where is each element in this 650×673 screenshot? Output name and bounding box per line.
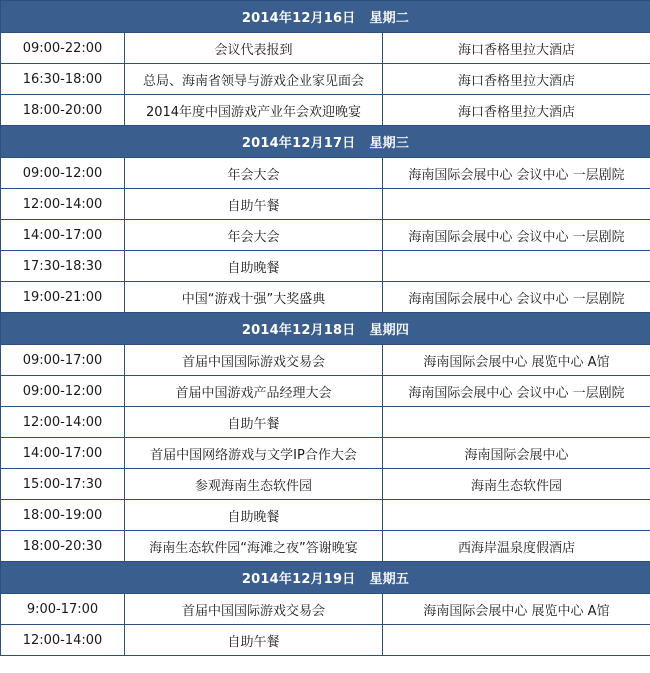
table-row	[1, 189, 650, 220]
venue-cell	[383, 189, 650, 220]
time-cell: 9:00-17:00	[1, 594, 125, 625]
day-weekday: 星期二	[369, 11, 410, 26]
day-header	[1, 126, 650, 158]
venue-cell: 海南国际会展中心 会议中心 一层剧院	[383, 376, 650, 407]
day-weekday: 星期五	[369, 572, 410, 587]
venue-cell: 海口香格里拉大酒店	[383, 64, 650, 95]
venue-cell: 海南国际会展中心 会议中心 一层剧院	[383, 282, 650, 313]
event-cell: 首届中国网络游戏与文学IP合作大会	[125, 438, 383, 469]
venue-cell	[383, 251, 650, 282]
table-row	[1, 594, 650, 625]
day-date: 2014年12月18日	[241, 323, 356, 338]
day-date: 2014年12月17日	[241, 136, 356, 151]
venue-cell	[383, 625, 650, 656]
day-header	[1, 313, 650, 345]
day-date: 2014年12月19日	[241, 572, 356, 587]
day-header	[1, 562, 650, 594]
event-cell: 自助晚餐	[125, 251, 383, 282]
table-row	[1, 158, 650, 189]
time-cell: 14:00-17:00	[1, 220, 125, 251]
venue-cell: 海口香格里拉大酒店	[383, 95, 650, 126]
time-cell: 12:00-14:00	[1, 625, 125, 656]
time-cell: 09:00-22:00	[1, 33, 125, 64]
table-row	[1, 500, 650, 531]
event-cell: 参观海南生态软件园	[125, 469, 383, 500]
event-cell: 海南生态软件园“海滩之夜”答谢晚宴	[125, 531, 383, 562]
venue-cell: 海口香格里拉大酒店	[383, 33, 650, 64]
day-header-row	[1, 562, 650, 594]
event-cell: 会议代表报到	[125, 33, 383, 64]
event-cell: 自助午餐	[125, 625, 383, 656]
time-cell: 18:00-20:30	[1, 531, 125, 562]
table-row	[1, 625, 650, 656]
table-row	[1, 345, 650, 376]
venue-cell: 海南国际会展中心	[383, 438, 650, 469]
table-row	[1, 438, 650, 469]
table-row	[1, 469, 650, 500]
event-cell: 首届中国游戏产品经理大会	[125, 376, 383, 407]
time-cell: 18:00-19:00	[1, 500, 125, 531]
venue-cell: 海南生态软件园	[383, 469, 650, 500]
day-header-row	[1, 1, 650, 33]
time-cell: 12:00-14:00	[1, 189, 125, 220]
venue-cell: 海南国际会展中心 会议中心 一层剧院	[383, 158, 650, 189]
table-row	[1, 376, 650, 407]
venue-cell: 西海岸温泉度假酒店	[383, 531, 650, 562]
table-row	[1, 95, 650, 126]
event-cell: 自助午餐	[125, 407, 383, 438]
event-cell: 自助晚餐	[125, 500, 383, 531]
day-header-row	[1, 313, 650, 345]
event-cell: 自助午餐	[125, 189, 383, 220]
venue-cell	[383, 407, 650, 438]
venue-cell: 海南国际会展中心 展览中心 A馆	[383, 345, 650, 376]
day-header-row	[1, 126, 650, 158]
event-cell: 2014年度中国游戏产业年会欢迎晚宴	[125, 95, 383, 126]
time-cell: 18:00-20:00	[1, 95, 125, 126]
time-cell: 09:00-12:00	[1, 158, 125, 189]
table-row	[1, 407, 650, 438]
schedule-body	[1, 1, 650, 656]
time-cell: 16:30-18:00	[1, 64, 125, 95]
time-cell: 17:30-18:30	[1, 251, 125, 282]
table-row	[1, 282, 650, 313]
event-cell: 总局、海南省领导与游戏企业家见面会	[125, 64, 383, 95]
event-cell: 中国“游戏十强”大奖盛典	[125, 282, 383, 313]
table-row	[1, 220, 650, 251]
table-row	[1, 531, 650, 562]
event-cell: 首届中国国际游戏交易会	[125, 345, 383, 376]
venue-cell: 海南国际会展中心 展览中心 A馆	[383, 594, 650, 625]
time-cell: 09:00-12:00	[1, 376, 125, 407]
time-cell: 19:00-21:00	[1, 282, 125, 313]
time-cell: 09:00-17:00	[1, 345, 125, 376]
day-header	[1, 1, 650, 33]
day-weekday: 星期三	[369, 136, 410, 151]
table-row	[1, 64, 650, 95]
time-cell: 14:00-17:00	[1, 438, 125, 469]
day-date: 2014年12月16日	[241, 11, 356, 26]
event-cell: 首届中国国际游戏交易会	[125, 594, 383, 625]
day-weekday: 星期四	[369, 323, 410, 338]
event-cell: 年会大会	[125, 220, 383, 251]
time-cell: 12:00-14:00	[1, 407, 125, 438]
venue-cell: 海南国际会展中心 会议中心 一层剧院	[383, 220, 650, 251]
venue-cell	[383, 500, 650, 531]
table-row	[1, 33, 650, 64]
table-row	[1, 251, 650, 282]
event-cell: 年会大会	[125, 158, 383, 189]
time-cell: 15:00-17:30	[1, 469, 125, 500]
